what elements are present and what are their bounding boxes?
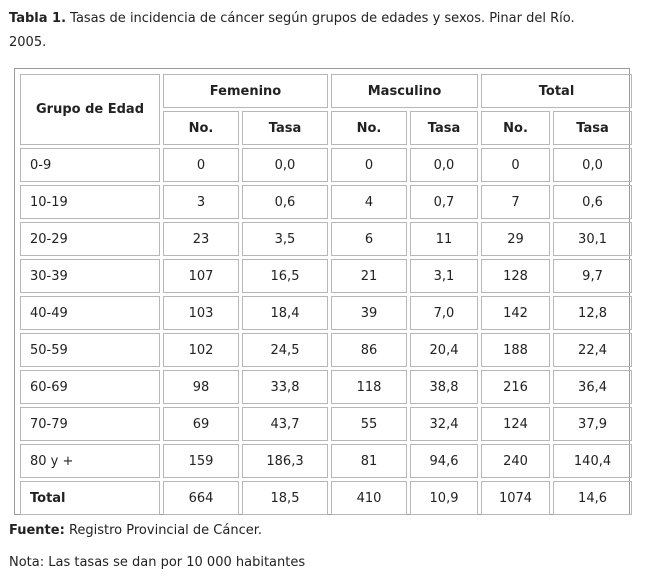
cell-masculino-no: 6: [331, 222, 407, 256]
cell-femenino-no: 3: [163, 185, 239, 219]
subheader-masculino-tasa: Tasa: [410, 111, 478, 145]
cell-masculino-no: 86: [331, 333, 407, 367]
cell-masculino-tasa: 10,9: [410, 481, 478, 515]
source-text: Registro Provincial de Cáncer.: [68, 523, 262, 538]
cell-grupo: 60-69: [20, 370, 160, 404]
caption-text: Tasas de incidencia de cáncer según grupos de edades y sexos. Pinar del Río. 2005.: [9, 11, 575, 50]
cell-total-no: 188: [481, 333, 550, 367]
cell-total-no: 1074: [481, 481, 550, 515]
subheader-total-tasa: Tasa: [553, 111, 632, 145]
cell-grupo: 0-9: [20, 148, 160, 182]
cell-femenino-tasa: 186,3: [242, 444, 328, 478]
cell-femenino-no: 0: [163, 148, 239, 182]
cell-total-tasa: 22,4: [553, 333, 632, 367]
cell-masculino-no: 21: [331, 259, 407, 293]
table-row: [20, 296, 632, 330]
cell-total-no: 216: [481, 370, 550, 404]
cell-grupo: 30-39: [20, 259, 160, 293]
cell-masculino-tasa: 3,1: [410, 259, 478, 293]
cell-total-tasa: 0,6: [553, 185, 632, 219]
table-row: [20, 444, 632, 478]
cell-masculino-no: 55: [331, 407, 407, 441]
cell-femenino-no: 107: [163, 259, 239, 293]
table-row: [20, 370, 632, 404]
cell-total-no: 240: [481, 444, 550, 478]
cell-total-no: 128: [481, 259, 550, 293]
table-row: [20, 185, 632, 219]
cell-masculino-tasa: 7,0: [410, 296, 478, 330]
cell-grupo: 10-19: [20, 185, 160, 219]
source-note: [9, 520, 262, 542]
cell-masculino-tasa: 0,0: [410, 148, 478, 182]
cell-femenino-no: 103: [163, 296, 239, 330]
incidence-table-frame: [14, 68, 630, 515]
source-label: Fuente:: [9, 523, 65, 538]
cell-femenino-tasa: 24,5: [242, 333, 328, 367]
cell-grupo: 80 y +: [20, 444, 160, 478]
cell-total-tasa: 36,4: [553, 370, 632, 404]
cell-grupo-total: Total: [20, 481, 160, 515]
cell-masculino-no: 39: [331, 296, 407, 330]
cell-masculino-tasa: 20,4: [410, 333, 478, 367]
cell-femenino-tasa: 0,0: [242, 148, 328, 182]
cell-femenino-no: 69: [163, 407, 239, 441]
cell-total-tasa: 0,0: [553, 148, 632, 182]
cell-femenino-tasa: 16,5: [242, 259, 328, 293]
cell-total-tasa: 30,1: [553, 222, 632, 256]
cell-femenino-tasa: 0,6: [242, 185, 328, 219]
table-row: [20, 333, 632, 367]
cell-masculino-tasa: 0,7: [410, 185, 478, 219]
cell-femenino-tasa: 33,8: [242, 370, 328, 404]
cell-total-tasa: 140,4: [553, 444, 632, 478]
header-grupo-de-edad: Grupo de Edad: [20, 74, 160, 145]
subheader-femenino-no: No.: [163, 111, 239, 145]
cell-grupo: 70-79: [20, 407, 160, 441]
cell-masculino-no: 81: [331, 444, 407, 478]
table-total-row: [20, 481, 632, 515]
incidence-table: [17, 71, 635, 518]
cell-femenino-tasa: 43,7: [242, 407, 328, 441]
cell-masculino-no: 4: [331, 185, 407, 219]
cell-femenino-no: 23: [163, 222, 239, 256]
cell-masculino-tasa: 11: [410, 222, 478, 256]
cell-total-tasa: 9,7: [553, 259, 632, 293]
cell-total-tasa: 37,9: [553, 407, 632, 441]
cell-femenino-tasa: 18,4: [242, 296, 328, 330]
header-masculino: Masculino: [331, 74, 478, 108]
cell-femenino-no: 664: [163, 481, 239, 515]
cell-total-tasa: 12,8: [553, 296, 632, 330]
cell-total-tasa: 14,6: [553, 481, 632, 515]
cell-total-no: 29: [481, 222, 550, 256]
cell-femenino-no: 98: [163, 370, 239, 404]
cell-total-no: 0: [481, 148, 550, 182]
cell-masculino-no: 410: [331, 481, 407, 515]
table-row: [20, 148, 632, 182]
table-caption: [9, 7, 609, 55]
rate-note: Nota: Las tasas se dan por 10 000 habitantes: [9, 555, 306, 570]
table-row: [20, 222, 632, 256]
cell-masculino-no: 0: [331, 148, 407, 182]
table-row: [20, 407, 632, 441]
caption-label: Tabla 1.: [9, 11, 67, 26]
cell-total-no: 7: [481, 185, 550, 219]
subheader-masculino-no: No.: [331, 111, 407, 145]
cell-masculino-no: 118: [331, 370, 407, 404]
cell-total-no: 124: [481, 407, 550, 441]
cell-grupo: 40-49: [20, 296, 160, 330]
header-total: Total: [481, 74, 632, 108]
cell-femenino-tasa: 3,5: [242, 222, 328, 256]
subheader-total-no: No.: [481, 111, 550, 145]
header-femenino: Femenino: [163, 74, 328, 108]
cell-femenino-tasa: 18,5: [242, 481, 328, 515]
cell-masculino-tasa: 32,4: [410, 407, 478, 441]
cell-grupo: 20-29: [20, 222, 160, 256]
cell-grupo: 50-59: [20, 333, 160, 367]
table-row: [20, 259, 632, 293]
cell-masculino-tasa: 38,8: [410, 370, 478, 404]
table-body: [20, 148, 632, 515]
cell-masculino-tasa: 94,6: [410, 444, 478, 478]
cell-total-no: 142: [481, 296, 550, 330]
cell-femenino-no: 102: [163, 333, 239, 367]
subheader-femenino-tasa: Tasa: [242, 111, 328, 145]
cell-femenino-no: 159: [163, 444, 239, 478]
